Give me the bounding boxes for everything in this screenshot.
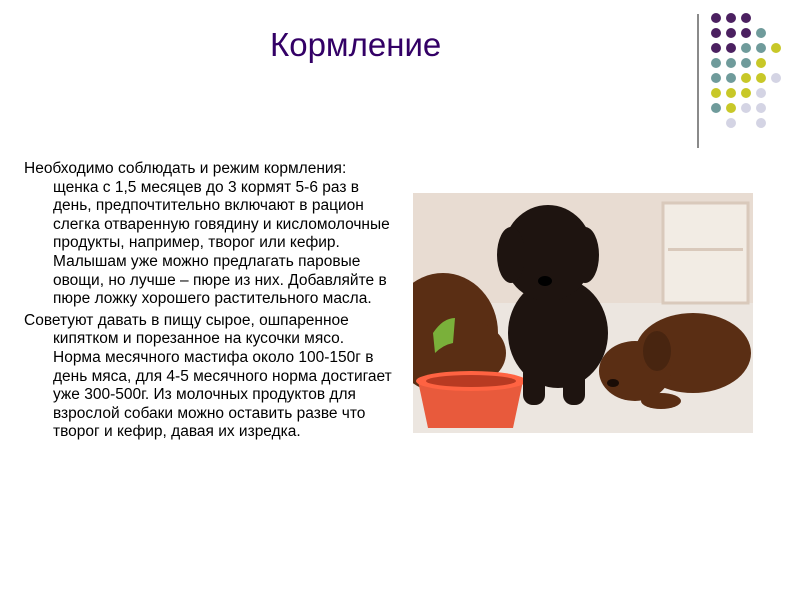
- decorative-dot: [741, 88, 751, 98]
- decorative-dot: [726, 88, 736, 98]
- right-puppy-paw: [641, 393, 681, 409]
- decorative-dot: [756, 88, 766, 98]
- decorative-dot: [726, 13, 736, 23]
- slide-title: Кормление: [270, 26, 442, 63]
- decorative-dot: [726, 43, 736, 53]
- decorative-dot: [756, 28, 766, 38]
- black-puppy-leg-left: [523, 363, 545, 405]
- right-puppy-nose: [607, 379, 619, 387]
- decorative-dot: [756, 73, 766, 83]
- decorative-dot: [726, 118, 736, 128]
- decorative-dot: [741, 103, 751, 113]
- dot-grid-decoration: [708, 10, 798, 130]
- decorative-dot: [741, 13, 751, 23]
- vertical-divider: [697, 14, 699, 148]
- decorative-dot: [741, 43, 751, 53]
- decorative-dot: [711, 58, 721, 68]
- photo-window-frame: [663, 203, 748, 303]
- decorative-dot: [771, 73, 781, 83]
- decorative-dot: [711, 43, 721, 53]
- puppies-photo: [413, 193, 753, 433]
- decorative-dot: [711, 28, 721, 38]
- decorative-dot: [711, 73, 721, 83]
- food-bowl-inner: [426, 375, 516, 387]
- decorative-dot: [741, 58, 751, 68]
- paragraph-meat-advice: Советуют давать в пищу сырое, ошпаренное кипятком и порезанное на кусочки мясо. Норма месячного мастифа около 100-150г в день мяса, для 4-5 месячного норма достигает уже 300-500г. Из молочных продуктов для взрослой собаки можно оставить разве что творог и кефир, давая их изредка.: [24, 311, 392, 441]
- decorative-dot: [756, 103, 766, 113]
- decorative-dot: [726, 58, 736, 68]
- decorative-dot: [726, 28, 736, 38]
- right-puppy-ear: [643, 331, 671, 371]
- decorative-dot: [711, 13, 721, 23]
- decorative-dot: [726, 73, 736, 83]
- paragraph-feeding-regime: Необходимо соблюдать и режим кормления: щенка с 1,5 месяцев до 3 кормят 5-6 раз в день, предпочтительно включают в рацион слегка отваренную говядину и кисломолочные продукты, например, творог или кефир. Малышам уже можно предлагать паровые овощи, но лучше – пюре из них. Добавляйте в пюре ложку хорошего растительного масла.: [24, 160, 390, 308]
- decorative-dot: [741, 28, 751, 38]
- decorative-dot: [711, 88, 721, 98]
- black-puppy-nose: [538, 276, 552, 286]
- black-puppy-ear-right: [571, 227, 599, 283]
- black-puppy-leg-right: [563, 363, 585, 405]
- decorative-dot: [741, 73, 751, 83]
- decorative-dot: [756, 58, 766, 68]
- decorative-dot: [756, 118, 766, 128]
- decorative-dot: [756, 43, 766, 53]
- decorative-dot: [726, 103, 736, 113]
- photo-window-bar: [668, 248, 743, 251]
- decorative-dot: [711, 103, 721, 113]
- decorative-dot: [771, 43, 781, 53]
- black-puppy-ear-left: [497, 227, 525, 283]
- body-text: [24, 160, 396, 445]
